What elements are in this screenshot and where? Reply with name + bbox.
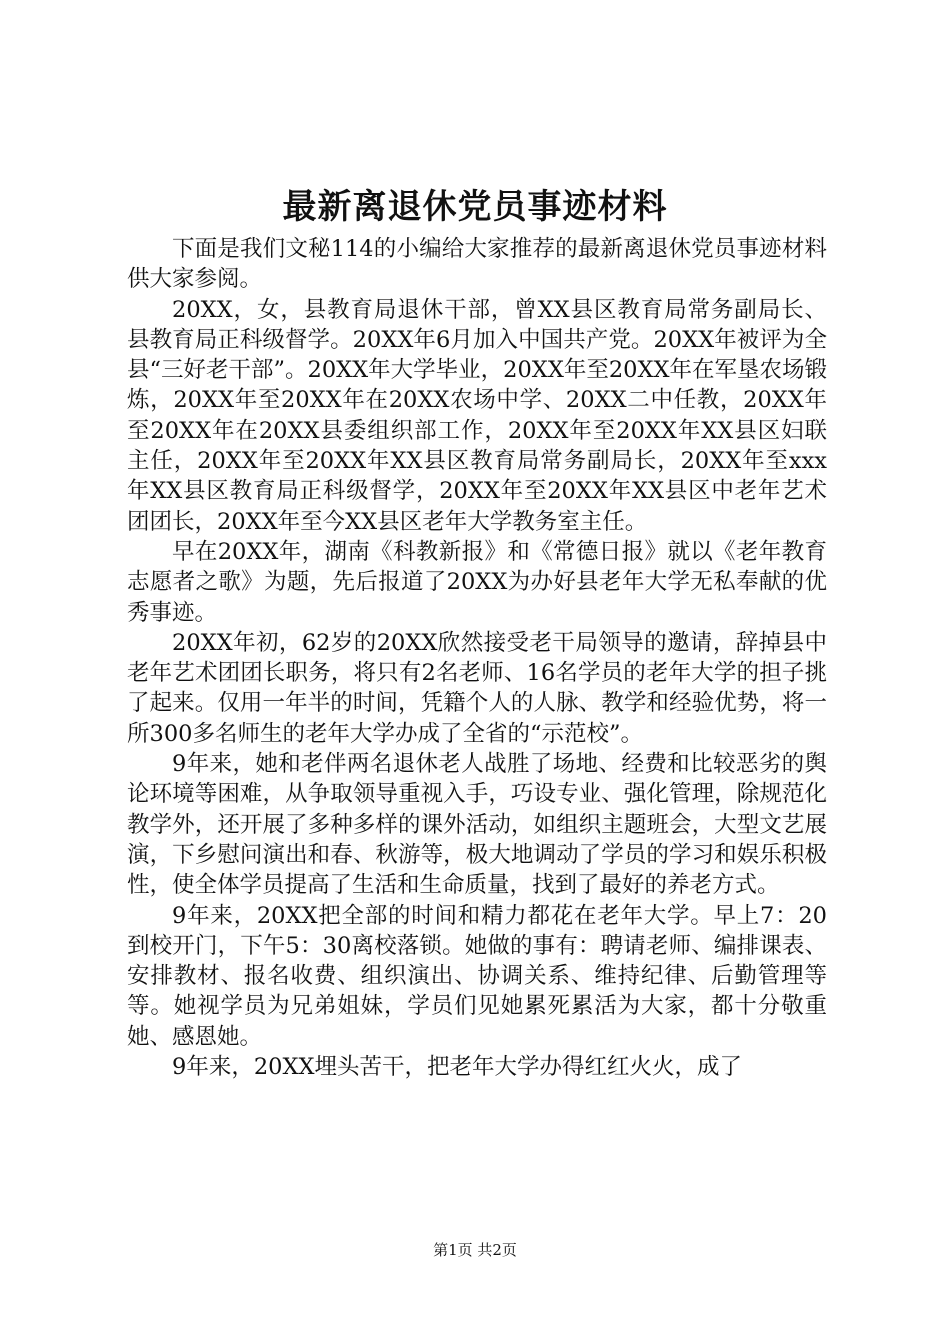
paragraph-biography: 20XX，女，县教育局退休干部，曾XX县区教育局常务副局长、县教育局正科级督学。20XX年6月加入中国共产党。20XX年被评为全县“三好老干部”。20XX年大学毕业，20XX年至20XX年在军垦农场锻炼，20XX年至20XX年在20XX农场中学、20XX二中任教，20XX年至20XX年在20XX县委组织部工作，20XX年至20XX年XX县区妇联主任，20XX年至20XX年XX县区教育局常务副局长，20XX年至xxx年XX县区教育局正科级督学，20XX年至20XX年XX县区中老年艺术团团长，20XX年至今XX县区老年大学教务室主任。 xyxy=(127,296,828,535)
paragraph-founding: 20XX年初，62岁的20XX欣然接受老干局领导的邀请，辞掉县中老年艺术团团长职务，将只有2名老师、16名学员的老年大学的担子挑了起来。仅用一年半的时间，凭籍个人的人脉、教学和经验优势，将一所300多名师生的老年大学办成了全省的“示范校”。 xyxy=(127,629,827,747)
paragraph-dedication: 9年来，20XX把全部的时间和精力都花在老年大学。早上7：20到校开门，下午5：30离校落锁。她做的事有：聘请老师、编排课表、安排教材、报名收费、组织演出、协调关系、维持纪律、后勤管理等等。她视学员为兄弟姐妹，学员们见她累死累活为大家，都十分敬重她、感恩她。 xyxy=(127,902,827,1050)
document-title: 最新离退休党员事迹材料 xyxy=(282,187,668,227)
page-number-footer: 第1页 共2页 xyxy=(433,1241,517,1259)
paragraph-continued: 9年来，20XX埋头苦干，把老年大学办得红红火火，成了 xyxy=(172,1054,742,1081)
document-body xyxy=(127,234,827,1082)
paragraph-achievements: 9年来，她和老伴两名退休老人战胜了场地、经费和比较恶劣的舆论环境等困难，从争取领导重视入手，巧设专业、强化管理，除规范化教学外，还开展了多种多样的课外活动，如组织主题班会，大型文艺展演，下乡慰问演出和春、秋游等，极大地调动了学员的学习和娱乐积极性，使全体学员提高了生活和生命质量，找到了最好的养老方式。 xyxy=(127,751,827,899)
paragraph-news-report: 早在20XX年，湖南《科教新报》和《常德日报》就以《老年教育志愿者之歌》为题，先后报道了20XX为办好县老年大学无私奉献的优秀事迹。 xyxy=(127,538,827,626)
paragraph-intro: 下面是我们文秘114的小编给大家推荐的最新离退休党员事迹材料供大家参阅。 xyxy=(127,236,827,293)
